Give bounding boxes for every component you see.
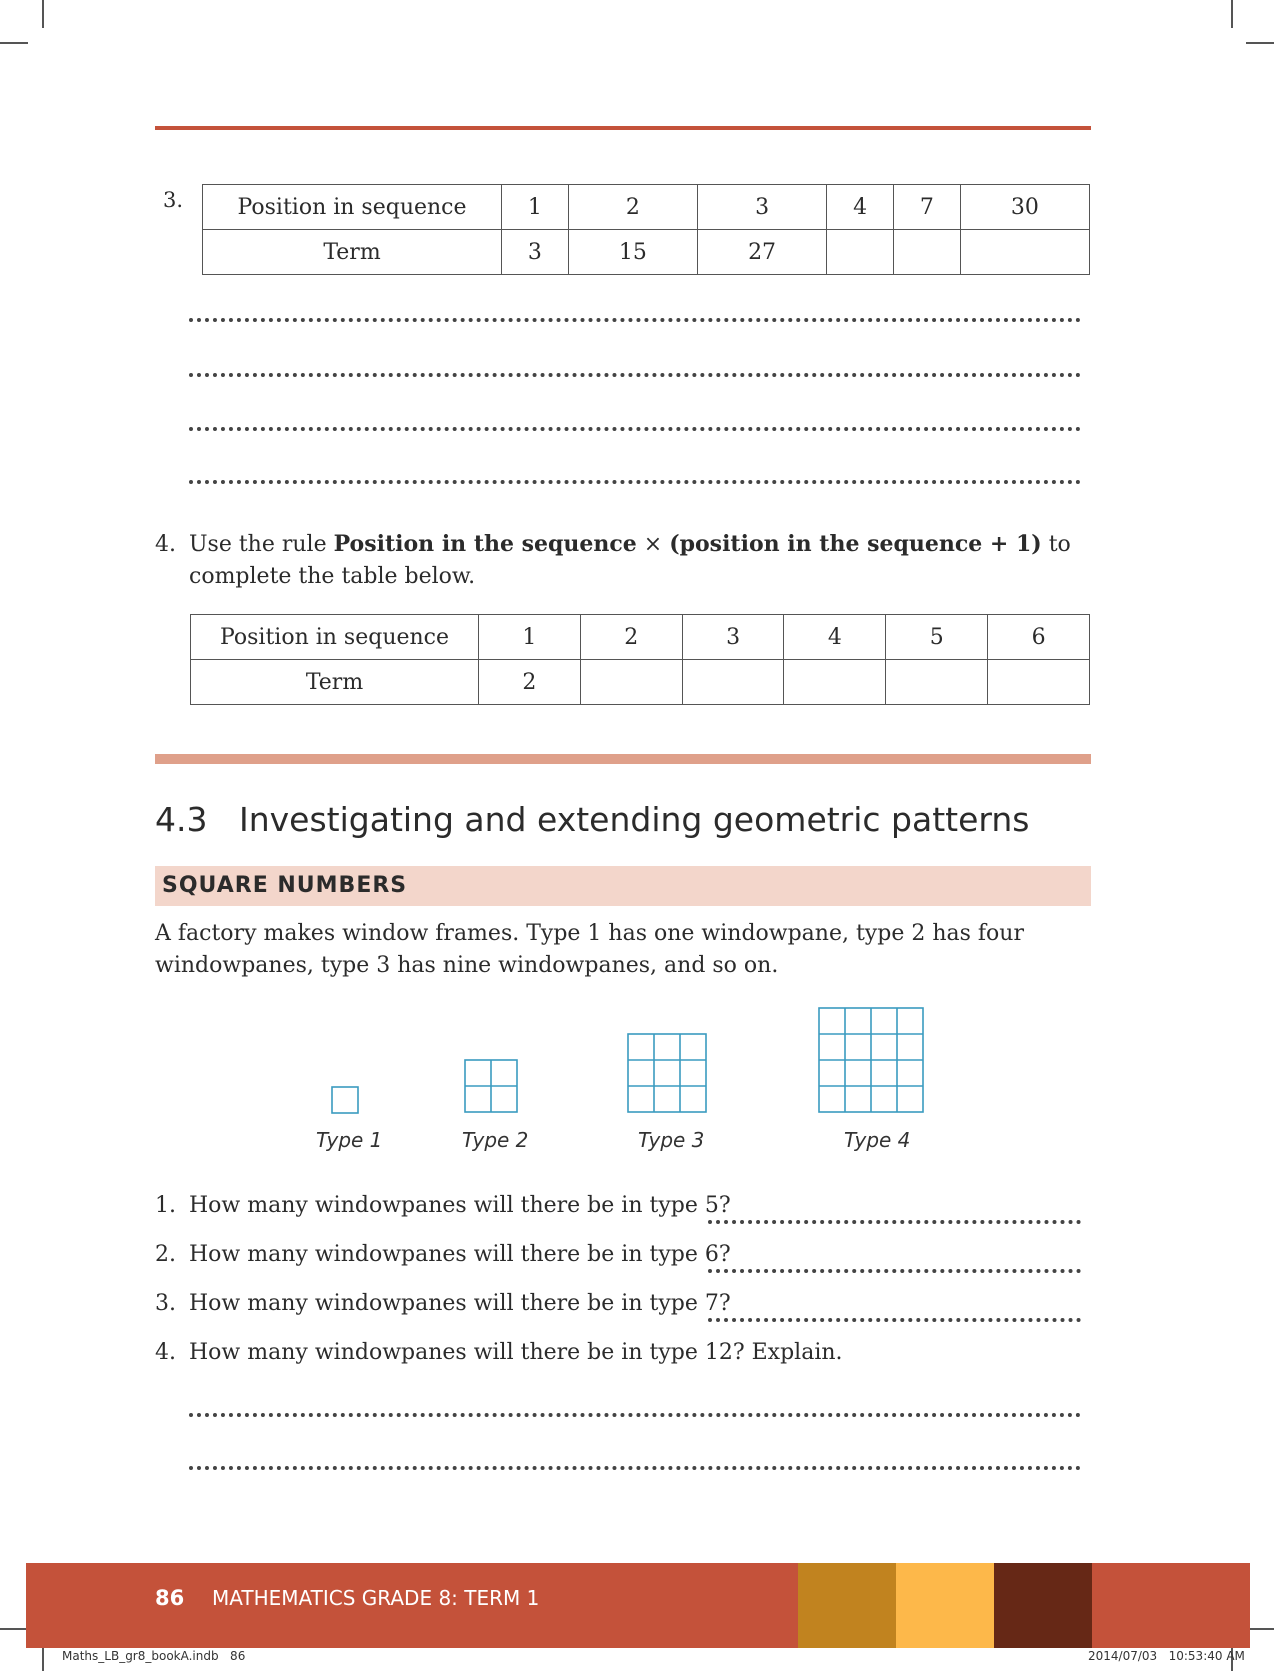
q3-term-cell: 15 bbox=[568, 230, 697, 275]
answer-line[interactable] bbox=[189, 480, 1081, 484]
q4-term-cell: 2 bbox=[479, 660, 581, 705]
question-4 bbox=[155, 1340, 843, 1365]
window-type-1-grid bbox=[330, 1085, 360, 1115]
answer-line[interactable] bbox=[189, 373, 1081, 377]
slug-file: Maths_LB_gr8_bookA.indb 86 bbox=[62, 1649, 246, 1663]
q4-position-cell: 1 bbox=[479, 615, 581, 660]
subheading-text: SQUARE NUMBERS bbox=[162, 873, 408, 898]
intro-line2: windowpanes, type 3 has nine windowpanes, and so on. bbox=[155, 953, 779, 978]
q4-number: 4. bbox=[155, 532, 176, 557]
q3-number: 3. bbox=[163, 188, 184, 212]
answer-line[interactable] bbox=[189, 1466, 1081, 1470]
crop-mark bbox=[0, 42, 28, 44]
q4-rule-part2: (position in the sequence + 1) bbox=[669, 531, 1042, 557]
crop-mark bbox=[1246, 42, 1274, 44]
color-swatch bbox=[798, 1563, 896, 1648]
slug-timestamp: 2014/07/03 10:53:40 AM bbox=[1088, 1649, 1245, 1663]
q4-row-label-position: Position in sequence bbox=[191, 615, 479, 660]
q4-table bbox=[190, 614, 1090, 705]
question-number: 4. bbox=[155, 1340, 176, 1365]
q4-text-before: Use the rule bbox=[189, 532, 334, 557]
answer-line[interactable] bbox=[708, 1269, 1081, 1273]
q3-row-label-term: Term bbox=[203, 230, 502, 275]
type-4-label: Type 4 bbox=[844, 1128, 911, 1152]
page-footer bbox=[26, 1563, 1250, 1648]
crop-mark bbox=[1246, 1628, 1274, 1630]
color-swatch bbox=[994, 1563, 1092, 1648]
q4-position-cell: 3 bbox=[682, 615, 784, 660]
q3-position-cell: 3 bbox=[697, 185, 826, 230]
question-1 bbox=[155, 1193, 731, 1218]
answer-line[interactable] bbox=[189, 318, 1081, 322]
q4-term-cell[interactable] bbox=[682, 660, 784, 705]
section-number: 4.3 bbox=[155, 800, 208, 839]
q4-position-cell: 2 bbox=[580, 615, 682, 660]
q3-row-label-position: Position in sequence bbox=[203, 185, 502, 230]
q3-term-cell[interactable] bbox=[960, 230, 1089, 275]
question-3 bbox=[155, 1291, 731, 1316]
question-number: 1. bbox=[155, 1193, 176, 1218]
q3-position-row bbox=[203, 185, 1090, 230]
question-text: How many windowpanes will there be in type 7? bbox=[189, 1291, 731, 1316]
type-1-label: Type 1 bbox=[316, 1128, 383, 1152]
q4-position-cell: 6 bbox=[988, 615, 1090, 660]
window-type-3-grid bbox=[626, 1032, 710, 1116]
question-text: How many windowpanes will there be in type 6? bbox=[189, 1242, 731, 1267]
q4-term-cell[interactable] bbox=[580, 660, 682, 705]
answer-line[interactable] bbox=[708, 1318, 1081, 1322]
q3-term-row bbox=[203, 230, 1090, 275]
q4-position-cell: 5 bbox=[886, 615, 988, 660]
question-text: How many windowpanes will there be in type 5? bbox=[189, 1193, 731, 1218]
q4-term-cell[interactable] bbox=[784, 660, 886, 705]
q4-line2: complete the table below. bbox=[189, 564, 476, 589]
footer-title: MATHEMATICS GRADE 8: TERM 1 bbox=[212, 1586, 540, 1610]
intro-paragraph bbox=[155, 918, 1024, 982]
question-text: How many windowpanes will there be in type 12? Explain. bbox=[189, 1340, 843, 1365]
answer-line[interactable] bbox=[189, 1413, 1081, 1417]
answer-line[interactable] bbox=[189, 427, 1081, 431]
q4-term-cell[interactable] bbox=[886, 660, 988, 705]
crop-mark bbox=[42, 0, 44, 28]
question-2 bbox=[155, 1242, 731, 1267]
section-title: Investigating and extending geometric patterns bbox=[239, 800, 1030, 839]
question-number: 3. bbox=[155, 1291, 176, 1316]
subheading-banner bbox=[155, 866, 1091, 906]
color-swatch bbox=[896, 1563, 994, 1648]
type-2-label: Type 2 bbox=[462, 1128, 529, 1152]
page-number: 86 bbox=[155, 1586, 185, 1610]
q3-position-cell: 7 bbox=[893, 185, 960, 230]
intro-line1: A factory makes window frames. Type 1 has one windowpane, type 2 has four bbox=[155, 921, 1024, 946]
q3-position-cell: 30 bbox=[960, 185, 1089, 230]
top-rule bbox=[155, 126, 1091, 130]
q3-position-cell: 2 bbox=[568, 185, 697, 230]
q3-table bbox=[202, 184, 1090, 275]
question-number: 2. bbox=[155, 1242, 176, 1267]
section-heading bbox=[155, 800, 1030, 839]
crop-mark bbox=[1231, 0, 1233, 28]
window-type-2-grid bbox=[463, 1058, 521, 1116]
q4-text-after: to bbox=[1041, 532, 1071, 557]
answer-line[interactable] bbox=[708, 1220, 1081, 1224]
type-3-label: Type 3 bbox=[638, 1128, 705, 1152]
window-type-4-grid bbox=[817, 1006, 927, 1116]
q4-text bbox=[155, 528, 1071, 593]
q3-term-cell[interactable] bbox=[827, 230, 894, 275]
q4-rule-part1: Position in the sequence bbox=[333, 531, 637, 557]
q4-row-label-term: Term bbox=[191, 660, 479, 705]
section-divider bbox=[155, 754, 1091, 764]
q3-term-cell: 3 bbox=[502, 230, 569, 275]
q4-position-cell: 4 bbox=[784, 615, 886, 660]
q4-times: × bbox=[636, 532, 670, 557]
q4-position-row bbox=[191, 615, 1090, 660]
q3-term-cell: 27 bbox=[697, 230, 826, 275]
q3-position-cell: 1 bbox=[502, 185, 569, 230]
q3-position-cell: 4 bbox=[827, 185, 894, 230]
q4-term-cell[interactable] bbox=[988, 660, 1090, 705]
q3-term-cell[interactable] bbox=[893, 230, 960, 275]
crop-mark bbox=[0, 1628, 28, 1630]
q4-term-row bbox=[191, 660, 1090, 705]
